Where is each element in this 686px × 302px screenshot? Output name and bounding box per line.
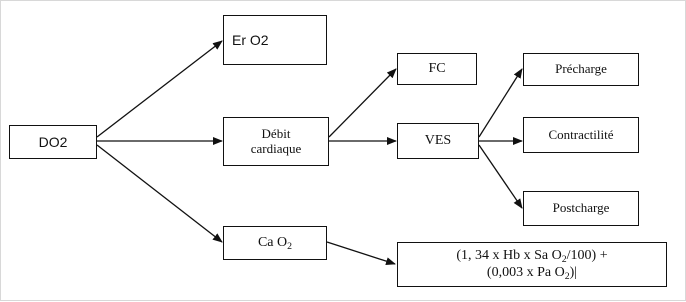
formula-line2: [487, 265, 577, 281]
formula-line1-part-a: (1, 34 x Hb x Sa O: [456, 248, 562, 264]
node-ca-o2-prefix: Ca O: [257, 234, 288, 250]
node-postcharge: [523, 191, 639, 226]
formula-line1: [456, 248, 607, 264]
node-contractilite: [523, 117, 639, 153]
arrow-ves-to-precharge: [479, 69, 522, 137]
arrow-ca-o2-to-formula: [327, 242, 395, 264]
node-er-o2-label: Er O2: [232, 31, 269, 48]
node-precharge: [523, 53, 639, 86]
node-er-o2: [223, 15, 327, 65]
node-debit-cardiaque: [223, 117, 329, 166]
arrow-do2-to-ca-o2: [97, 145, 222, 242]
node-debit-cardiaque-line1: Débit: [261, 125, 291, 141]
arrow-do2-to-er-o2: [97, 41, 222, 137]
node-ca-o2-label: [258, 235, 292, 251]
arrow-ves-to-postcharge: [479, 145, 522, 208]
formula-line2-part-a: (0,003 x Pa O: [486, 264, 565, 280]
node-contractilite-label: Contractilité: [548, 126, 614, 142]
arrow-debit-to-fc: [329, 69, 396, 137]
node-ves-label: VES: [424, 132, 452, 148]
node-debit-cardiaque-line2: cardiaque: [250, 140, 302, 156]
formula-line2-subscript: 2: [564, 270, 570, 282]
formula-line1-part-b: /100) +: [566, 248, 608, 264]
node-formula: [397, 242, 667, 287]
node-do2: [9, 125, 97, 159]
node-precharge-label: Précharge: [555, 61, 607, 77]
node-fc: [397, 53, 477, 85]
node-ca-o2: [223, 226, 327, 260]
formula-line1-subscript: 2: [561, 254, 567, 266]
node-do2-label: DO2: [38, 133, 68, 150]
node-ca-o2-subscript: 2: [287, 240, 293, 252]
node-postcharge-label: Postcharge: [552, 200, 610, 216]
formula-line2-part-b: )|: [569, 264, 578, 280]
node-ves: [397, 123, 479, 159]
node-fc-label: FC: [428, 60, 446, 76]
